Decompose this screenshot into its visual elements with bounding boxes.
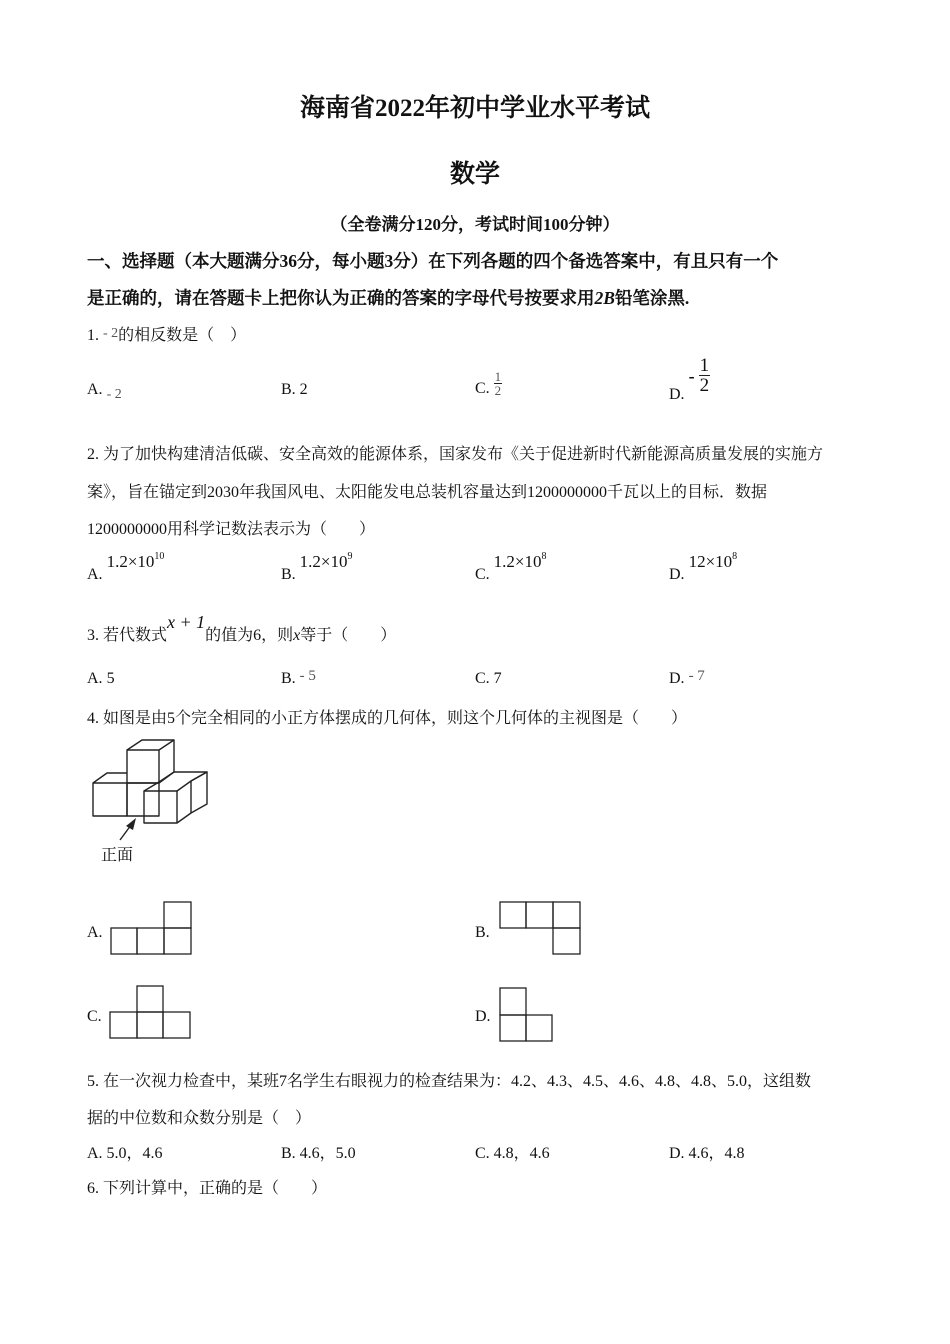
q4-option-c-figure[interactable] [109,984,193,1040]
section-instructions-line1: 一、选择题（本大题满分36分，每小题3分）在下列各题的四个备选答案中，有且只有一个 [87,251,779,271]
q3-option-c[interactable]: C. 7 [475,670,502,687]
q4-option-a-label[interactable]: A. [87,924,103,941]
question-6: 6. 下列计算中，正确的是（ ） [87,1180,328,1197]
exam-title: 海南省2022年初中学业水平考试 [299,95,650,122]
q2-option-d[interactable]: D. $12\times 10^8$ [669,551,738,583]
q4-option-d-label[interactable]: D. [475,1008,491,1025]
front-label: 正面 [101,845,134,864]
section-instructions-line2: 是正确的，请在答题卡上把你认为正确的答案的字母代号按要求用2B铅笔涂黑. [87,288,690,308]
fraction-one-half: $\frac{1}{2}$ [494,369,502,398]
fraction-neg-one-half: $\frac{1}{2}$ [699,355,710,396]
q5-option-b[interactable]: B. 4.6，5.0 [281,1145,356,1162]
q5-option-d[interactable]: D. 4.6，4.8 [669,1145,745,1162]
q4-option-c-label[interactable]: C. [87,1008,102,1025]
q5-option-a[interactable]: A. 5.0，4.6 [87,1145,163,1162]
q4-option-a-figure[interactable] [110,900,194,956]
question-3: 3. 若代数式x + 1的值为6，则x等于（ ） [87,612,397,644]
q4-option-d-figure[interactable] [498,986,556,1044]
question-5-line2: 据的中位数和众数分别是（ ） [87,1110,312,1127]
question-2-line1: 2. 为了加快构建清洁低碳、安全高效的能源体系，国家发布《关于促进新时代新能源高质量发展的实施方 [87,446,824,463]
q3-option-b[interactable]: B. - 5 [281,668,316,687]
q2-option-a[interactable]: A. $1.2\times 10^{10}$ [87,551,165,583]
q3-option-a[interactable]: A. 5 [87,670,115,687]
question-1: 1. - 2的相反数是（ ） [87,326,247,344]
q1-option-b[interactable]: B. 2 [281,381,308,398]
subject-title: 数学 [449,161,500,188]
q3-option-d[interactable]: D. - 7 [669,668,705,687]
question-2-line3: 1200000000用科学记数法表示为（ ） [87,521,376,538]
q1-option-d[interactable]: D. - $\frac{1}{2}$ [669,355,710,404]
question-2-line2: 案》，旨在锚定到2030年我国风电、太阳能发电总装机容量达到1200000000千瓦以上的目标．数据 [87,484,768,501]
cube-solid-figure [86,736,216,836]
exam-note: （全卷满分120分，考试时间100分钟） [330,215,620,234]
q2-option-b[interactable]: B. $1.2\times 10^9$ [281,551,353,583]
pencil-grade: 2B [594,288,615,308]
q4-option-b-figure[interactable] [499,900,583,956]
q5-option-c[interactable]: C. 4.8，4.6 [475,1145,550,1162]
question-5-line1: 5. 在一次视力检查中，某班7名学生右眼视力的检查结果为：4.2、4.3、4.5、4.6、4.8、4.8、5.0，这组数 [87,1073,812,1090]
question-4: 4. 如图是由5个完全相同的小正方体摆成的几何体，则这个几何体的主视图是（ ） [87,710,688,727]
q2-option-c[interactable]: C. $1.2\times 10^8$ [475,551,547,583]
q4-option-b-label[interactable]: B. [475,924,490,941]
q1-option-c[interactable]: C. $\frac{1}{2}$ [475,369,502,398]
q1-option-a[interactable]: A. - 2 [87,381,122,402]
